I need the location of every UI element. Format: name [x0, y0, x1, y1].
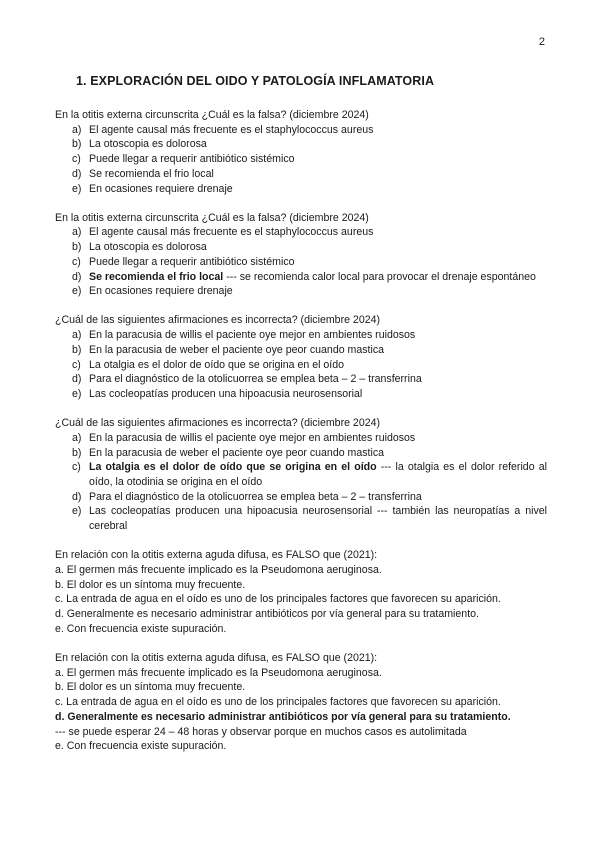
option-label: a)	[72, 226, 82, 239]
option-e: e. Con frecuencia existe supuración.	[55, 740, 227, 753]
option-text: En ocasiones requiere drenaje	[89, 182, 233, 195]
option-label: e)	[72, 182, 82, 195]
option-label: c)	[72, 358, 81, 371]
question-text: En relación con la otitis externa aguda difusa, es FALSO que (2021):	[55, 549, 378, 562]
option-e	[55, 504, 547, 533]
option-label: b)	[72, 241, 82, 254]
answer-highlight: d. Generalmente es necesario administrar antibióticos por vía general para su tratamiento.	[55, 710, 511, 723]
option-d-answer	[55, 710, 547, 725]
option-text: El agente causal más frecuente es el staphylococcus aureus	[89, 226, 374, 239]
option-b: b. El dolor es un síntoma muy frecuente.	[55, 578, 246, 591]
option-b	[55, 240, 547, 255]
option-e: e. Con frecuencia existe supuración.	[55, 622, 227, 635]
option-label: b)	[72, 446, 82, 459]
option-a	[55, 123, 547, 138]
page-number: 2	[538, 36, 545, 48]
option-a: a. El germen más frecuente implicado es la Pseudomona aeruginosa.	[55, 666, 382, 679]
options-list	[55, 431, 547, 534]
option-e	[55, 182, 547, 197]
question-text: ¿Cuál de las siguientes afirmaciones es incorrecta? (diciembre 2024)	[55, 314, 381, 327]
option-a	[55, 328, 547, 343]
option-label: a)	[72, 329, 82, 342]
option-d	[55, 490, 547, 505]
question-text: ¿Cuál de las siguientes afirmaciones es incorrecta? (diciembre 2024)	[55, 417, 381, 430]
option-text: La otalgia es el dolor de oído que se origina en el oído	[89, 358, 345, 371]
options-list	[55, 225, 547, 299]
question-block-6	[55, 651, 547, 754]
option-label: b)	[72, 138, 82, 151]
option-a	[55, 431, 547, 446]
option-c-answer	[55, 460, 547, 489]
option-e	[55, 284, 547, 299]
option-b: b. El dolor es un síntoma muy frecuente.	[55, 681, 246, 694]
options-list	[55, 123, 547, 197]
option-label: e)	[72, 505, 82, 518]
option-text: En ocasiones requiere drenaje	[89, 285, 233, 298]
option-label: c)	[72, 461, 81, 474]
answer-highlight: Se recomienda el frio local	[89, 270, 224, 283]
option-c	[55, 358, 547, 373]
option-text: Para el diagnóstico de la otolicuorrea se emplea beta – 2 – transferrina	[89, 373, 422, 386]
option-d-answer	[55, 270, 547, 285]
answer-highlight: La otalgia es el dolor de oído que se origina en el oído	[89, 461, 377, 474]
option-label: e)	[72, 285, 82, 298]
option-text: Para el diagnóstico de la otolicuorrea se emplea beta – 2 – transferrina	[89, 490, 422, 503]
option-text: La otoscopia es dolorosa	[89, 241, 207, 254]
option-text: Se recomienda el frio local	[89, 167, 214, 180]
option-text: Las cocleopatías producen una hipoacusia neurosensorial --- también las neuropatías a nivel cerebral	[89, 505, 547, 533]
option-text: La otoscopia es dolorosa	[89, 138, 207, 151]
option-e	[55, 387, 547, 402]
option-d: d. Generalmente es necesario administrar antibióticos por vía general para su tratamiento.	[55, 608, 479, 621]
option-text: En la paracusia de willis el paciente oye mejor en ambientes ruidosos	[89, 329, 416, 342]
question-block-5	[55, 548, 547, 636]
option-b	[55, 137, 547, 152]
option-d	[55, 167, 547, 182]
option-text: Las cocleopatías producen una hipoacusia neurosensorial	[89, 387, 363, 400]
option-text: En la paracusia de willis el paciente oye mejor en ambientes ruidosos	[89, 431, 416, 444]
page-content	[55, 108, 547, 768]
option-label: b)	[72, 343, 82, 356]
option-label: d)	[72, 490, 82, 503]
question-text: En la otitis externa circunscrita ¿Cuál es la falsa? (diciembre 2024)	[55, 211, 369, 224]
option-a: a. El germen más frecuente implicado es la Pseudomona aeruginosa.	[55, 563, 382, 576]
option-c	[55, 152, 547, 167]
option-c: c. La entrada de agua en el oído es uno de los principales factores que favorecen su aparición.	[55, 696, 501, 709]
option-label: e)	[72, 387, 82, 400]
option-b	[55, 446, 547, 461]
question-block-1	[55, 108, 547, 196]
option-d	[55, 372, 547, 387]
option-label: c)	[72, 255, 81, 268]
option-text: En la paracusia de weber el paciente oye peor cuando mastica	[89, 446, 385, 459]
option-text: El agente causal más frecuente es el staphylococcus aureus	[89, 123, 374, 136]
options-list	[55, 328, 547, 402]
answer-explanation: --- se recomienda calor local para provocar el drenaje espontáneo	[223, 270, 536, 283]
question-text: En la otitis externa circunscrita ¿Cuál es la falsa? (diciembre 2024)	[55, 109, 369, 121]
option-a	[55, 225, 547, 240]
option-b	[55, 343, 547, 358]
option-label: d)	[72, 167, 82, 180]
option-text: Puede llegar a requerir antibiótico sistémico	[89, 153, 295, 166]
question-block-3	[55, 313, 547, 401]
answer-explanation: --- se puede esperar 24 – 48 horas y observar porque en muchos casos es autolimitada	[55, 725, 467, 738]
question-text: En relación con la otitis externa aguda difusa, es FALSO que (2021):	[55, 652, 378, 664]
option-label: a)	[72, 123, 82, 136]
option-c: c. La entrada de agua en el oído es uno de los principales factores que favorecen su aparición.	[55, 593, 501, 606]
option-c	[55, 255, 547, 270]
option-text: En la paracusia de weber el paciente oye peor cuando mastica	[89, 343, 385, 356]
option-label: d)	[72, 373, 82, 386]
question-block-2	[55, 211, 547, 299]
question-block-4	[55, 416, 547, 534]
option-label: a)	[72, 431, 82, 444]
option-label: c)	[72, 153, 81, 166]
option-text: Puede llegar a requerir antibiótico sistémico	[89, 255, 295, 268]
section-title: 1. EXPLORACIÓN DEL OIDO Y PATOLOGÍA INFLAMATORIA	[76, 74, 435, 88]
answer-explanation: --- la otalgia es el dolor referido al oído, la otodinia se origina en el oído	[89, 461, 547, 488]
option-label: d)	[72, 270, 82, 283]
